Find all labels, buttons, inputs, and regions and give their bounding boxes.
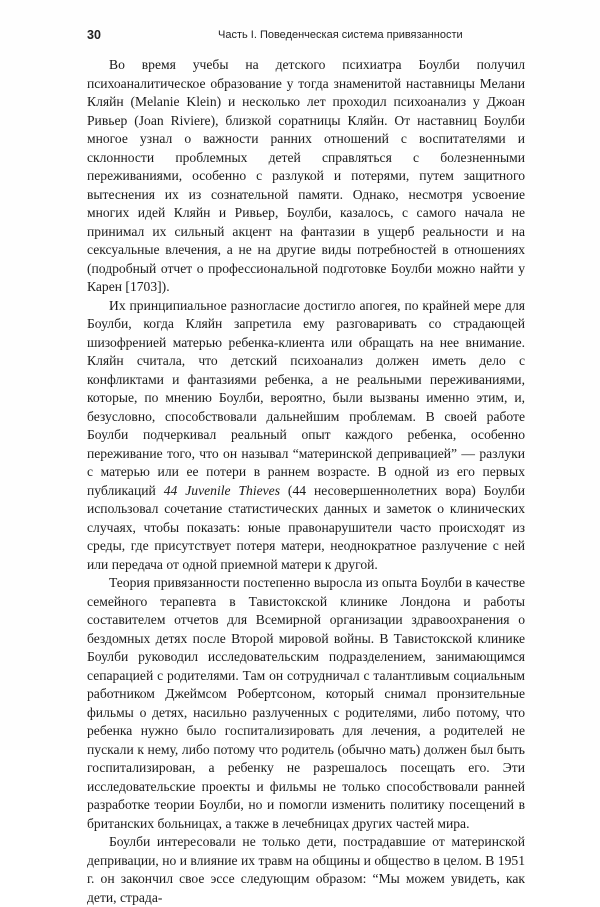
- page-header: [87, 26, 527, 46]
- paragraph-2: [87, 297, 525, 575]
- book-title-italic: 44 Juvenile Thieves: [163, 482, 280, 498]
- body-text: [87, 56, 525, 907]
- running-head: Часть I. Поведенческая система привязанности: [218, 29, 463, 41]
- paragraph-3: Теория привязанности постепенно выросла из опыта Боулби в качестве семейного терапевта в Тавистокской клинике Лондона и работы составителем отчетов для Всемирной организации здравоохранения о бездомных детях после Второй мировой войны. В Тавистокской клинике Боулби руководил исследовательским подразделением, занимающимся сепарацией с родителями. Там он сотрудничал с талантливым социальным работником Джеймсом Робертсоном, который снимал пронзительные фильмы о детях, насильно разлученных с родителями, либо потому, что ребенка нужно было госпитализировать для лечения, а родителей не пускали к нему, либо потому что родитель (обычно мать) должен был быть госпитализирован, а ребенку не разрешалось посещать его. Эти исследовательские проекты и фильмы не только способствовали ранней разработке теории Боулби, но и помогли изменить политику посещений в британских больницах, а также в лечебницах других частей мира.: [87, 575, 525, 831]
- paragraph-4: Боулби интересовали не только дети, пострадавшие от материнской депривации, но и влияние их травм на общины и общество в целом. В 1951 г. он закончил свое эссе следующим образом: “Мы можем увидеть, как дети, страда-: [87, 834, 525, 905]
- paragraph-2-text-before: Их принципиальное разногласие достигло апогея, по крайней мере для Боулби, когда Кляйн запретила ему разговаривать со страдающей шизофренией матерью ребенка-клиента или обращать на нее внимание. Кляйн считала, что детский психоанализ должен иметь дело с конфликтами и фантазиями ребенка, а не реальными переживаниями, которые, по мнению Боулби, вероятно, были вызваны именно этим, и, безусловно, способствовали дальнейшим проблемам. В своей работе Боулби подчеркивал реальный опыт каждого ребенка, особенно переживание того, что он называл “материнской депривацией” — разлуки с матерью или ее потери в раннем возрасте. В одной из его первых публикаций: [87, 297, 525, 498]
- page-number: 30: [87, 28, 101, 42]
- paragraph-1: Во время учебы на детского психиатра Боулби получил психоаналитическое образование у тогда знаменитой наставницы Мелани Кляйн (Melanie Klein) и несколько лет проходил психоанализ у Джоан Ривьер (Joan Riviere), близкой соратницы Кляйн. От наставниц Боулби многое узнал о важности ранних отношений с воспитателями и склонности проблемных детей справляться с болезненными переживаниями, особенно с разлукой и потерями, путем защитного вытеснения их из сознательной памяти. Однако, несмотря усвоение многих идей Кляйн и Ривьер, Боулби, казалось, с самого начала не принимал их сильный акцент на фантазии в ущерб реальности и на сексуальные влечения, а не на другие виды потребностей в отношениях (подробный отчет о профессиональной подготовке Боулби можно найти у Карен [1703]).: [87, 57, 525, 294]
- paragraph-2-text-after: (44 несовершеннолетних вора) Боулби использовал сочетание статистических данных и заметок о клинических случаях, чтобы показать: юные правонарушители часто происходят из среды, где присутствует потеря матери, неоднократное разлучение с ней или передача от одной приемной матери к другой.: [87, 482, 525, 572]
